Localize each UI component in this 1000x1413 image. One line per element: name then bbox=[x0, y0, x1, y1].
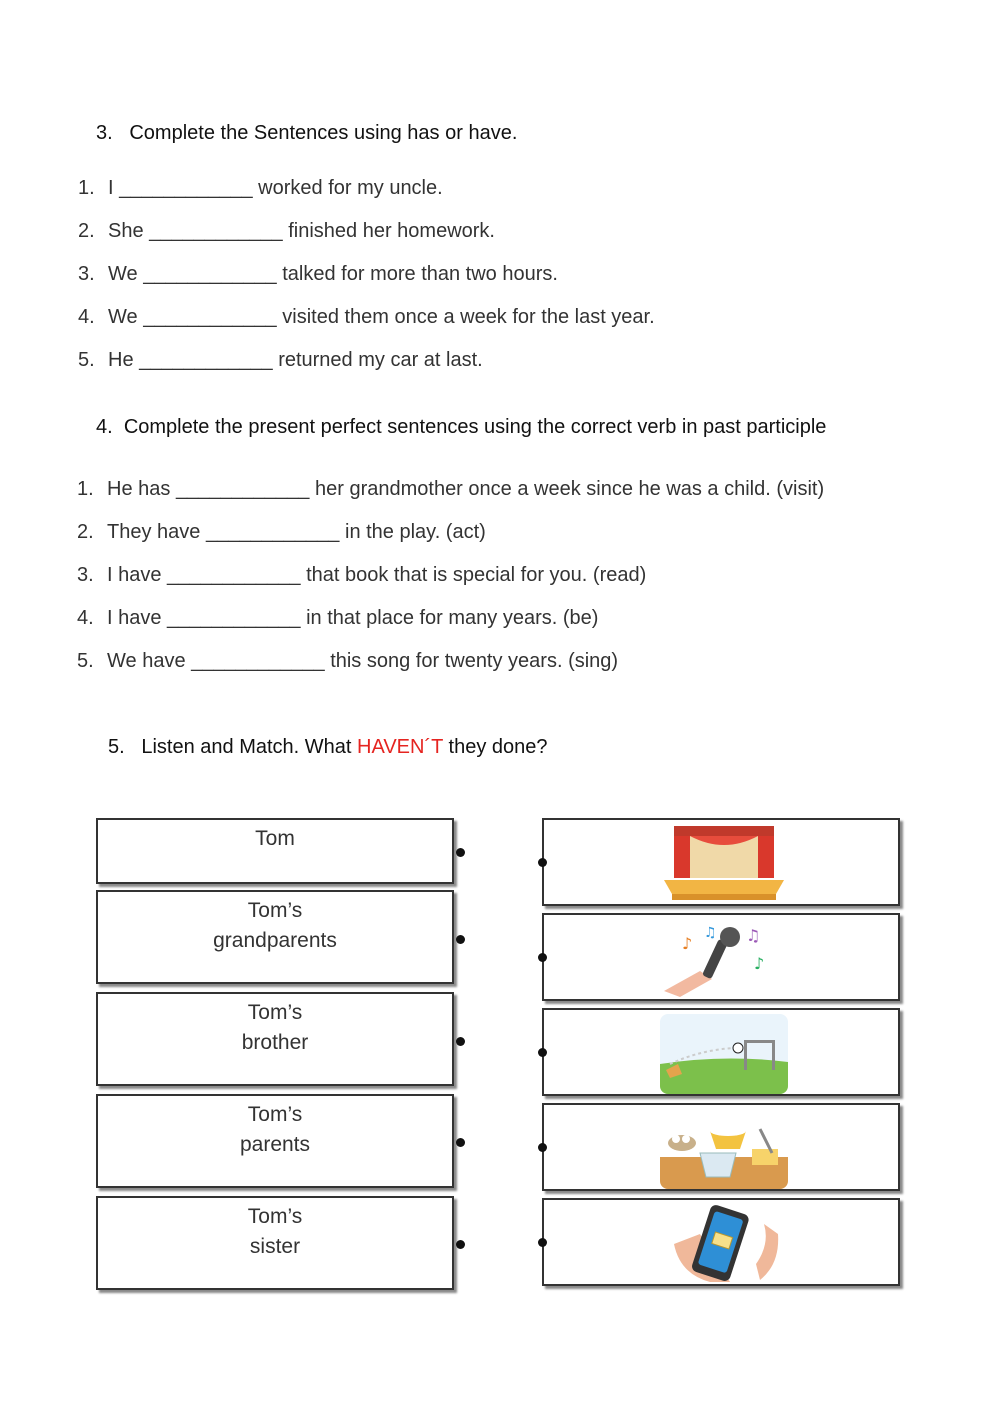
section5-heading bbox=[108, 736, 548, 759]
match-dot-right[interactable] bbox=[538, 1048, 547, 1057]
answer-blank[interactable]: ____________ bbox=[191, 650, 325, 672]
answer-blank[interactable]: ____________ bbox=[143, 306, 277, 328]
s4-item-3: 3. I have ____________ that book that is special for you. (read) bbox=[77, 564, 647, 586]
section3-heading bbox=[96, 122, 517, 145]
match-dot-left[interactable] bbox=[456, 1037, 465, 1046]
answer-blank[interactable]: ____________ bbox=[139, 349, 273, 371]
s4-item-5: 5. We have ____________ this song for twenty years. (sing) bbox=[77, 650, 619, 672]
section3-title: Complete the Sentences using has or have. bbox=[129, 122, 518, 144]
section5-number: 5. bbox=[108, 736, 125, 758]
s3-item-4: 4. We ____________ visited them once a week for the last year. bbox=[78, 306, 655, 328]
match-dot-right[interactable] bbox=[538, 858, 547, 867]
match-dot-right[interactable] bbox=[538, 1143, 547, 1152]
s4-item-4: 4. I have ____________ in that place for many years. (be) bbox=[77, 607, 599, 629]
match-picture-sing[interactable] bbox=[542, 913, 900, 1001]
singing-microphone-icon bbox=[660, 919, 788, 999]
svg-text:♪: ♪ bbox=[682, 934, 693, 953]
theater-stage-icon bbox=[660, 824, 788, 904]
svg-text:♫: ♫ bbox=[704, 925, 717, 941]
section5-title: Listen and Match. What bbox=[141, 736, 352, 758]
match-dot-left[interactable] bbox=[456, 848, 465, 857]
s3-item-2: 2. She ____________ finished her homework. bbox=[78, 220, 495, 242]
section3-number: 3. bbox=[96, 122, 113, 144]
match-picture-stage[interactable] bbox=[542, 818, 900, 906]
match-dot-left[interactable] bbox=[456, 935, 465, 944]
match-picture-soccer[interactable] bbox=[542, 1008, 900, 1096]
match-picture-bake[interactable] bbox=[542, 1103, 900, 1191]
s3-item-5: 5. He ____________ returned my car at last. bbox=[78, 349, 483, 371]
answer-blank[interactable]: ____________ bbox=[205, 521, 340, 543]
section4-heading bbox=[96, 416, 826, 439]
soccer-goal-icon bbox=[660, 1014, 788, 1094]
match-dot-left[interactable] bbox=[456, 1240, 465, 1249]
match-person-tom[interactable]: Tom bbox=[96, 818, 454, 884]
section4-number: 4. bbox=[96, 416, 113, 438]
match-dot-right[interactable] bbox=[538, 953, 547, 962]
section5-highlight: HAVEN´T bbox=[357, 736, 443, 758]
answer-blank[interactable]: ____________ bbox=[167, 607, 301, 629]
section5-title-end: they done? bbox=[448, 736, 548, 758]
s4-item-1: 1. He has ____________ her grandmother once a week since he was a child. (visit) bbox=[77, 478, 825, 500]
s4-item-2: 2. They have ____________ in the play. (act) bbox=[77, 521, 486, 543]
answer-blank[interactable]: ____________ bbox=[167, 564, 301, 586]
phone-message-icon bbox=[660, 1204, 788, 1284]
match-dot-right[interactable] bbox=[538, 1238, 547, 1247]
svg-text:♫: ♫ bbox=[746, 926, 761, 945]
match-person-grandparents[interactable]: Tom’s grandparents bbox=[96, 890, 454, 984]
baking-ingredients-icon bbox=[660, 1109, 788, 1189]
match-person-sister[interactable]: Tom’s sister bbox=[96, 1196, 454, 1290]
match-person-brother[interactable]: Tom’s brother bbox=[96, 992, 454, 1086]
svg-text:♪: ♪ bbox=[754, 954, 765, 973]
match-picture-phone[interactable] bbox=[542, 1198, 900, 1286]
answer-blank[interactable]: ____________ bbox=[149, 220, 283, 242]
s3-item-3: 3. We ____________ talked for more than two hours. bbox=[78, 263, 558, 285]
s3-item-1: 1. I ____________ worked for my uncle. bbox=[78, 177, 443, 199]
section4-title: Complete the present perfect sentences using the correct verb in past participle bbox=[123, 416, 827, 438]
answer-blank[interactable]: ____________ bbox=[119, 177, 253, 199]
match-person-parents[interactable]: Tom’s parents bbox=[96, 1094, 454, 1188]
answer-blank[interactable]: ____________ bbox=[175, 478, 310, 500]
match-dot-left[interactable] bbox=[456, 1138, 465, 1147]
answer-blank[interactable]: ____________ bbox=[143, 263, 277, 285]
